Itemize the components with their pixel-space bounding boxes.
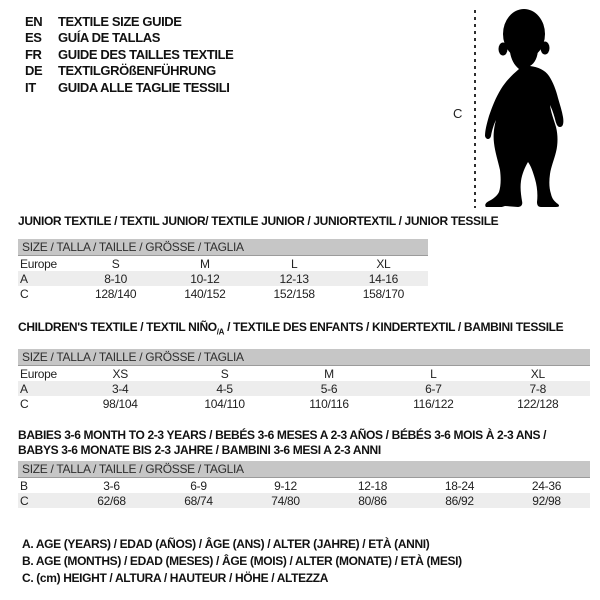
value-cell: 92/98 xyxy=(503,493,590,508)
value-cell: 3-6 xyxy=(103,478,120,493)
value-cell: 104/110 xyxy=(204,396,245,411)
row-label: A xyxy=(18,271,71,286)
value-cell: 68/74 xyxy=(155,493,242,508)
value-cell: 12-18 xyxy=(357,478,388,493)
babies-textile-section xyxy=(18,428,590,508)
table-row-months xyxy=(18,478,590,494)
value-cell: 24-36 xyxy=(531,478,562,493)
junior-size-table xyxy=(18,239,428,301)
value-cell: 62/68 xyxy=(68,493,155,508)
size-header-row xyxy=(18,239,428,256)
row-label: Europe xyxy=(20,366,57,381)
lang-text: TEXTILE SIZE GUIDE xyxy=(58,13,182,29)
table-row-height xyxy=(18,396,590,411)
size-cell: M xyxy=(324,366,334,381)
table-row-height xyxy=(18,493,590,508)
value-cell: 116/122 xyxy=(413,396,454,411)
lang-row-en xyxy=(25,13,233,30)
childrens-table-title xyxy=(18,320,590,339)
value-cell: 5-6 xyxy=(277,381,381,396)
baby-silhouette xyxy=(478,5,574,207)
table-row-europe xyxy=(18,256,428,272)
value-cell: 140/152 xyxy=(184,286,226,301)
lang-text: GUÍA DE TALLAS xyxy=(58,30,161,46)
value-cell: 3-4 xyxy=(68,381,172,396)
footnote-b: B. AGE (MONTHS) / EDAD (MESES) / ÂGE (MOIS) / ALTER (MONATE) / ETÀ (MESI) xyxy=(22,554,462,568)
value-cell: 18-24 xyxy=(444,478,475,493)
lang-code: EN xyxy=(25,13,43,29)
value-cell: 8-10 xyxy=(71,271,160,286)
size-header-row xyxy=(18,349,590,366)
value-cell: 110/116 xyxy=(309,396,349,411)
footnote-c: C. (cm) HEIGHT / ALTURA / HAUTEUR / HÖHE / ALTEZZA xyxy=(22,571,329,585)
value-cell: 128/140 xyxy=(94,286,137,301)
value-cell: 9-12 xyxy=(274,478,297,493)
size-cell: L xyxy=(290,256,298,271)
table-row-age xyxy=(18,271,428,286)
size-cell: XL xyxy=(530,366,545,381)
value-cell: 12-13 xyxy=(250,271,339,286)
value-cell: 10-12 xyxy=(160,271,249,286)
babies-table-title-line2: BABYS 3-6 MONATE BIS 2-3 JAHRE / BAMBINI 3-6 MESI A 2-3 ANNI xyxy=(18,443,381,457)
value-cell: 6-7 xyxy=(381,381,485,396)
lang-code: DE xyxy=(25,63,43,79)
row-label: C xyxy=(18,493,68,508)
lang-code: IT xyxy=(25,79,36,95)
row-label: C xyxy=(20,286,29,301)
title-text: CHILDREN'S TEXTILE / TEXTIL NIÑO xyxy=(18,320,217,334)
value-cell: 122/128 xyxy=(517,396,559,411)
childrens-textile-section xyxy=(18,320,590,411)
language-title-list xyxy=(25,13,233,96)
size-cell: XS xyxy=(112,366,128,381)
size-cell: L xyxy=(430,366,437,381)
size-header-cell: SIZE / TALLA / TAILLE / GRÖSSE / TAGLIA xyxy=(18,239,428,256)
size-header-cell: SIZE / TALLA / TAILLE / GRÖSSE / TAGLIA xyxy=(18,349,590,366)
footnote-legend xyxy=(22,537,462,588)
lang-text: GUIDE DES TAILLES TEXTILE xyxy=(58,46,234,62)
size-cell: S xyxy=(220,366,229,381)
table-row-europe xyxy=(18,366,590,382)
row-label: A xyxy=(18,381,68,396)
table-row-height xyxy=(18,286,428,301)
junior-table-title: JUNIOR TEXTILE / TEXTIL JUNIOR/ TEXTILE JUNIOR / JUNIORTEXTIL / JUNIOR TESSILE xyxy=(18,214,499,228)
value-cell: 74/80 xyxy=(242,493,329,508)
value-cell: 158/170 xyxy=(362,286,405,301)
lang-row-it xyxy=(25,79,233,96)
lang-row-de xyxy=(25,63,233,80)
table-row-age xyxy=(18,381,590,396)
value-cell: 4-5 xyxy=(172,381,276,396)
value-cell: 14-16 xyxy=(339,271,428,286)
babies-table-title-line1: BABIES 3-6 MONTH TO 2-3 YEARS / BEBÉS 3-6 MESES A 2-3 AÑOS / BÉBÉS 3-6 MOIS À 2-3 ANS / xyxy=(18,428,547,442)
row-label: Europe xyxy=(20,256,57,271)
size-header-cell: SIZE / TALLA / TAILLE / GRÖSSE / TAGLIA xyxy=(18,461,590,478)
size-cell: XL xyxy=(376,256,391,271)
lang-code: ES xyxy=(25,30,42,46)
value-cell: 80/86 xyxy=(329,493,416,508)
lang-text: TEXTILGRÖßENFÜHRUNG xyxy=(58,63,216,79)
value-cell: 7-8 xyxy=(486,381,590,396)
height-measure-dashed-line xyxy=(474,10,476,208)
row-label: C xyxy=(20,396,29,411)
height-measure-label: C xyxy=(453,106,463,121)
size-cell: M xyxy=(200,256,210,271)
row-label: B xyxy=(20,478,28,493)
value-cell: 86/92 xyxy=(416,493,503,508)
footnote-a: A. AGE (YEARS) / EDAD (AÑOS) / ÂGE (ANS) / ALTER (JAHRE) / ETÀ (ANNI) xyxy=(22,537,430,551)
babies-size-table xyxy=(18,461,590,508)
value-cell: 6-9 xyxy=(190,478,207,493)
size-cell: S xyxy=(111,256,120,271)
title-text: / TEXTILE DES ENFANTS / KINDERTEXTIL / BAMBINI TESSILE xyxy=(224,320,564,334)
lang-code: FR xyxy=(25,46,42,62)
value-cell: 98/104 xyxy=(102,396,138,411)
lang-text: GUIDA ALLE TAGLIE TESSILI xyxy=(58,79,230,95)
junior-textile-section xyxy=(18,214,499,301)
lang-row-es xyxy=(25,30,233,47)
size-header-row xyxy=(18,461,590,478)
childrens-size-table xyxy=(18,349,590,411)
title-subscript: /A xyxy=(216,327,225,337)
value-cell: 152/158 xyxy=(273,286,315,301)
lang-row-fr xyxy=(25,46,233,63)
